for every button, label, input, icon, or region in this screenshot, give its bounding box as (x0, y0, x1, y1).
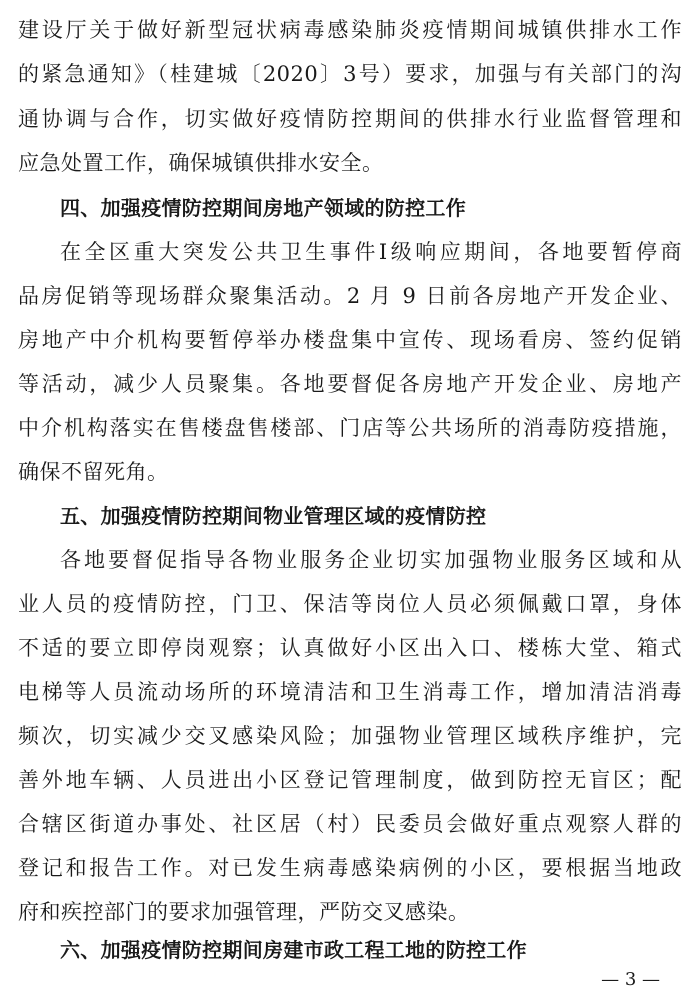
paragraph-line: 电梯等人员流动场所的环境清洁和卫生消毒工作，增加清洁消毒 (18, 680, 682, 704)
page-number: — 3 — (601, 969, 660, 990)
paragraph-line: 善外地车辆、人员进出小区登记管理制度，做到防控无盲区；配 (18, 768, 682, 792)
paragraph-line: 合辖区街道办事处、社区居（村）民委员会做好重点观察人群的 (18, 812, 682, 836)
paragraph-line: 业人员的疫情防控，门卫、保洁等岗位人员必须佩戴口罩，身体 (18, 592, 682, 616)
paragraph-line: 等活动，减少人员聚集。各地要督促各房地产开发企业、房地产 (18, 372, 682, 396)
paragraph-line: 各地要督促指导各物业服务企业切实加强物业服务区域和从 (60, 548, 682, 572)
paragraph-line: 中介机构落实在售楼盘售楼部、门店等公共场所的消毒防疫措施， (18, 416, 682, 440)
section-heading: 六、加强疫情防控期间房建市政工程工地的防控工作 (60, 938, 527, 962)
paragraph-line: 频次，切实减少交叉感染风险；加强物业管理区域秩序维护，完 (18, 724, 682, 748)
paragraph-line: 确保不留死角。 (18, 460, 169, 484)
paragraph-line: 房地产中介机构要暂停举办楼盘集中宣传、现场看房、签约促销 (18, 328, 682, 352)
paragraph-line: 的紧急通知》（桂建城〔2020〕3号）要求，加强与有关部门的沟 (18, 62, 682, 86)
section-heading: 四、加强疫情防控期间房地产领域的防控工作 (60, 196, 466, 220)
paragraph-line: 通协调与合作，切实做好疫情防控期间的供排水行业监督管理和 (18, 107, 682, 131)
paragraph-line: 府和疾控部门的要求加强管理，严防交叉感染。 (18, 900, 470, 924)
paragraph-line: 登记和报告工作。对已发生病毒感染病例的小区，要根据当地政 (18, 856, 682, 880)
paragraph-line: 品房促销等现场群众聚集活动。2 月 9 日前各房地产开发企业、 (18, 284, 682, 308)
paragraph-line: 建设厅关于做好新型冠状病毒感染肺炎疫情期间城镇供排水工作 (18, 18, 682, 42)
paragraph-line: 在全区重大突发公共卫生事件Ⅰ级响应期间，各地要暂停商 (60, 240, 682, 264)
section-heading: 五、加强疫情防控期间物业管理区域的疫情防控 (60, 504, 487, 528)
paragraph-line: 不适的要立即停岗观察；认真做好小区出入口、楼栋大堂、箱式 (18, 636, 682, 660)
paragraph-line: 应急处置工作，确保城镇供排水安全。 (18, 151, 384, 175)
